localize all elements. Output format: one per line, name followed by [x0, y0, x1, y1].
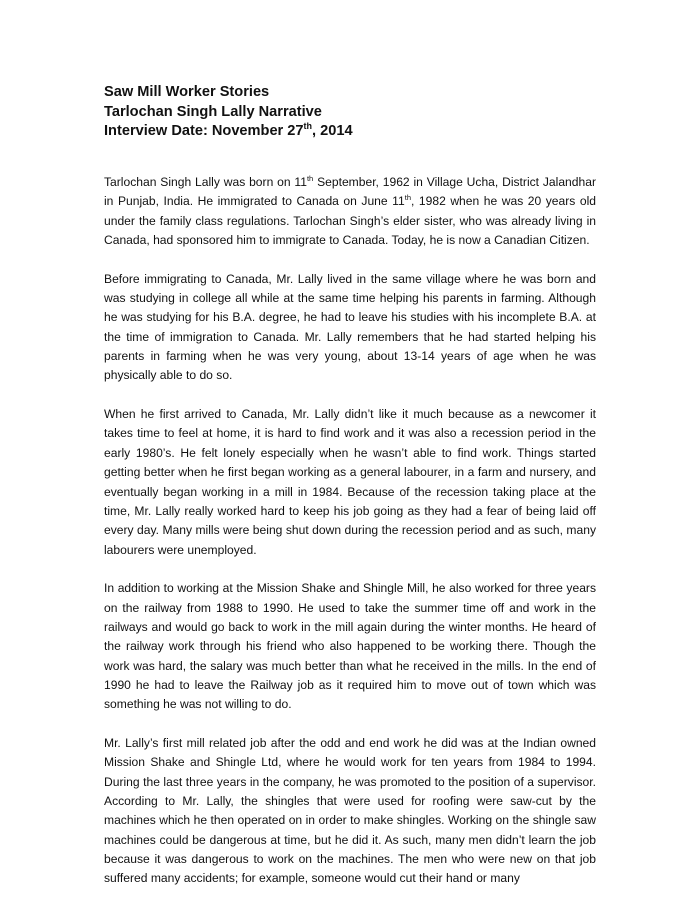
paragraph-first-arrival: When he first arrived to Canada, Mr. Lally didn’t like it much because as a newcomer it takes time to feel at home, it is hard to find work and it was also a recession period in the early 1980’s. He felt lonely especially when he wasn’t able to find work. Things started getting better when he first began working as a general labourer, in a farm and nursery, and eventually began working in a mill in 1984. Because of the recession taking place at the time, Mr. Lally really worked hard to keep his job going as they had a fear of being laid off every day. Many mills were being shut down during the recession period and as such, many labourers were unemployed. — [104, 407, 596, 557]
paragraph-text: , 1982 when he was 20 years old under the family class regulations. Tarlochan Singh’s elder sister, who was already living in Canada, had sponsored him to immigrate to Canada. Today, he is now a Canadian Citizen. — [104, 194, 596, 248]
paragraph-first-mill-job: Mr. Lally’s first mill related job after the odd and end work he did was at the Indian owned Mission Shake and Shingle Ltd, where he would work for ten years from 1984 to 1994. During the last three years in the company, he was promoted to the position of a supervisor. According to Mr. Lally, the shingles that were used for roofing were saw-cut by the machines which he then operated on in order to make shingles. Working on the shingle saw machines could be dangerous at time, but he did it. As such, many men didn’t learn the job because it was dangerous to work on the machines. The men who were new on that job suffered many accidents; for example, someone would cut their hand or many — [104, 735, 596, 886]
document-body — [104, 173, 596, 908]
paragraph-before-immigrating: Before immigrating to Canada, Mr. Lally lived in the same village where he was born and was studying in college all while at the same time helping his parents in farming. Although he was studying for his B.A. degree, he had to leave his studies with his incomplete B.A. at the time of immigration to Canada. Mr. Lally remembers that he had started helping his parents in farming when he was very young, about 13-14 years of age when he was physically able to do so. — [104, 271, 596, 383]
document-title: Saw Mill Worker Stories — [104, 84, 270, 100]
paragraph-railway-work: In addition to working at the Mission Shake and Shingle Mill, he also worked for three years on the railway from 1988 to 1990. He used to take the summer time off and work in the railways and would go back to work in the mill again during the winter months. He heard of the railway work through his friend who also happened to be working there. Though the work was hard, the salary was much better than what he received in the mills. In the end of 1990 he had to leave the Railway job as it required him to move out of town which was something he was not willing to do. — [104, 581, 596, 712]
paragraph-text: September, 1962 in Village Ucha, District Jalandhar in Punjab, India. He immigrated to Canada on June 11 — [104, 175, 596, 209]
interview-date-ordinal: th — [303, 121, 313, 132]
document-header — [104, 83, 584, 142]
narrative-subtitle: Tarlochan Singh Lally Narrative — [104, 103, 322, 120]
interview-date-year: , 2014 — [312, 123, 353, 139]
ordinal-suffix: th — [306, 173, 314, 183]
ordinal-suffix: th — [404, 193, 411, 203]
interview-date — [104, 122, 584, 142]
interview-date-prefix: Interview Date: November 27 — [104, 123, 304, 139]
paragraph-birth-immigration — [104, 173, 596, 250]
paragraph-text: Tarlochan Singh Lally was born on 11 — [104, 175, 307, 189]
